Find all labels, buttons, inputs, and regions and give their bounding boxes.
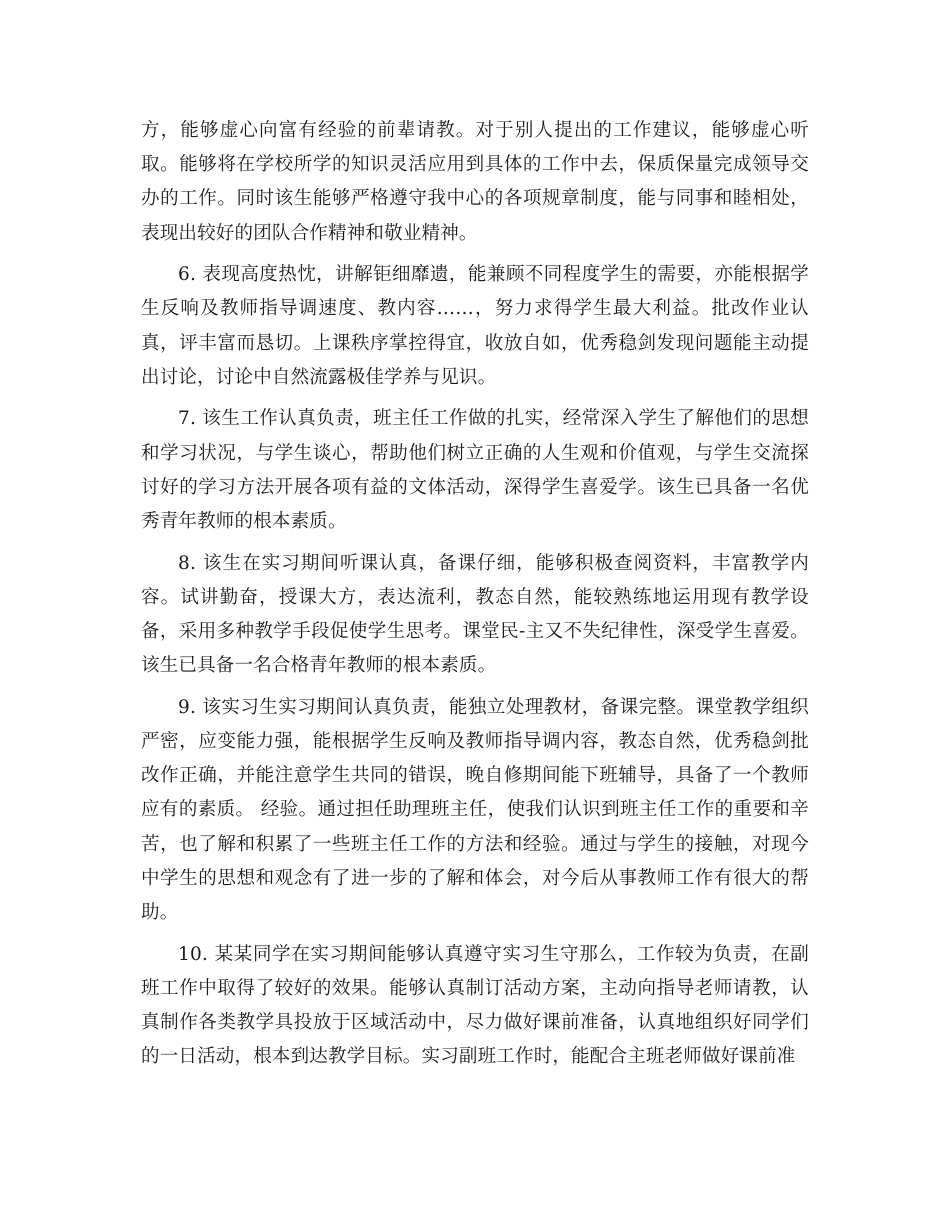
document-body	[141, 114, 809, 1074]
paragraph-item-9: 9. 该实习生实习期间认真负责，能独立处理教材，备课完整。课堂教学组织严密，应变能力强，能根据学生反响及教师指导调内容，教态自然，优秀稳剑批改作正确，并能注意学生共同的错误，晚自修期间能下班辅导，具备了一个教师应有的素质。 经验。通过担任助理班主任，使我们认识到班主任工作的重要和辛苦，也了解和积累了一些班主任工作的方法和经验。通过与学生的接触，对现今中学生的思想和观念有了进一步的了解和体会，对今后从事教师工作有很大的帮助。	[141, 696, 809, 924]
paragraph-item-10: 10. 某某同学在实习期间能够认真遵守实习生守那么，工作较为负责，在副班工作中取得了较好的效果。能够认真制订活动方案，主动向指导老师请教，认真制作各类教学具投放于区域活动中，尽力做好课前准备，认真地组织好同学们的一日活动，根本到达教学目标。实习副班工作时，能配合主班老师做好课前准	[141, 943, 809, 1068]
paragraph-item-7: 7. 该生工作认真负责，班主任工作做的扎实，经常深入学生了解他们的思想和学习状况，与学生谈心，帮助他们树立正确的人生观和价值观，与学生交流探讨好的学习方法开展各项有益的文体活动，深得学生喜爱学。该生已具备一名优秀青年教师的根本素质。	[141, 408, 809, 533]
paragraph-continued: 方，能够虚心向富有经验的前辈请教。对于别人提出的工作建议，能够虚心听取。能够将在学校所学的知识灵活应用到具体的工作中去，保质保量完成领导交办的工作。同时该生能够严格遵守我中心的各项规章制度，能与同事和睦相处，表现出较好的团队合作精神和敬业精神。	[141, 120, 809, 244]
paragraph-item-6: 6. 表现高度热忱，讲解钜细靡遗，能兼顾不同程度学生的需要，亦能根据学生反响及教师指导调速度、教内容……，努力求得学生最大利益。批改作业认真，评丰富而恳切。上课秩序掌控得宜，收放自如，优秀稳剑发现问题能主动提出讨论，讨论中自然流露极佳学养与见识。	[141, 264, 809, 388]
paragraph-item-8: 8. 该生在实习期间听课认真，备课仔细，能够积极查阅资料，丰富教学内容。试讲勤奋，授课大方，表达流利，教态自然，能较熟练地运用现有教学设备，采用多种教学手段促使学生思考。课堂民-主又不失纪律性，深受学生喜爱。该生已具备一名合格青年教师的根本素质。	[141, 552, 809, 677]
